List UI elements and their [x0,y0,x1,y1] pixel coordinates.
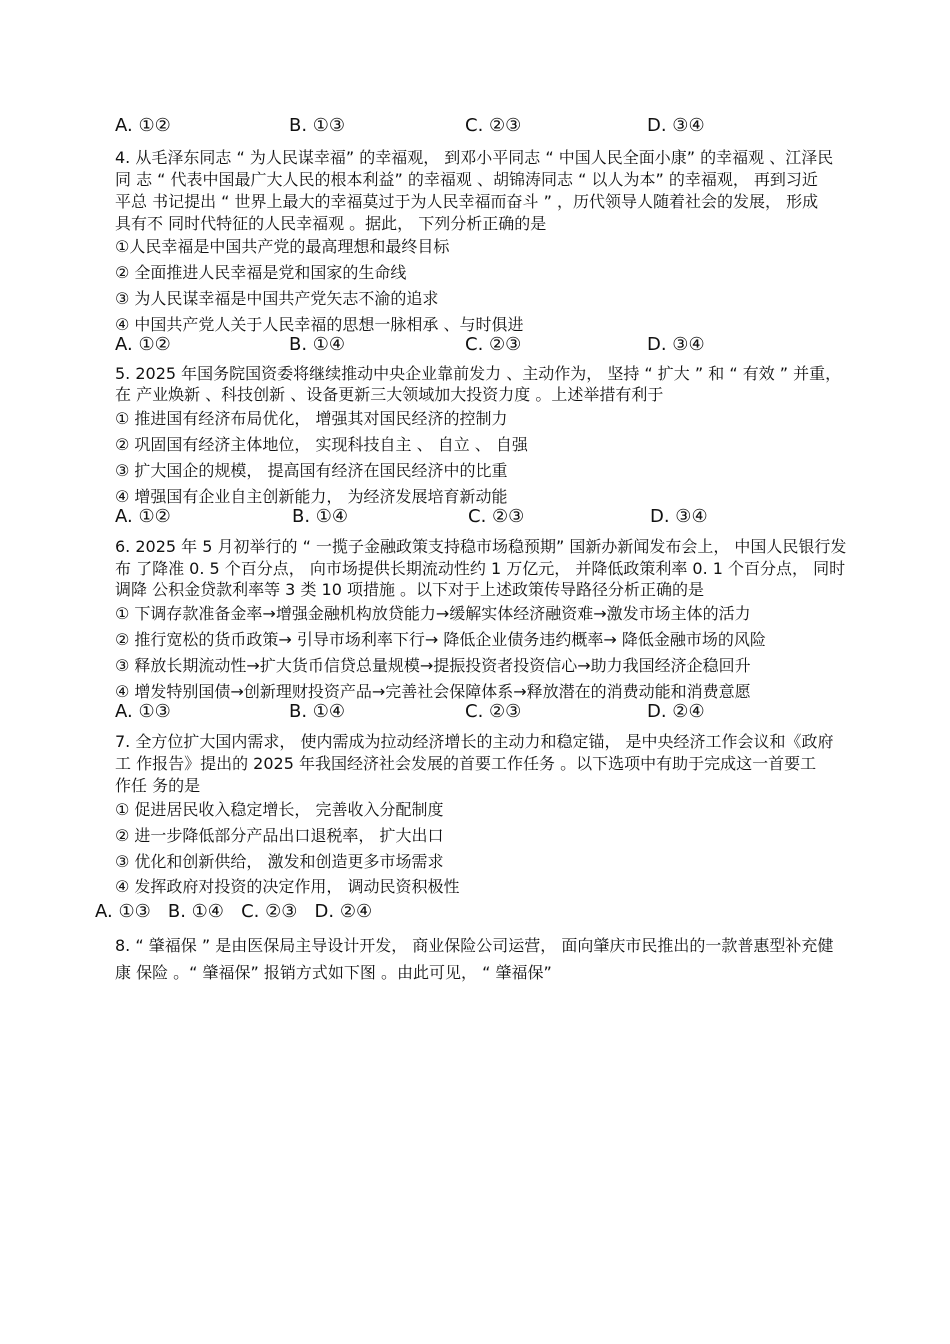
q6-answer-a: A. ①③ [115,701,171,722]
q5-option-3: ③ 扩大国企的规模， 提高国有经济在国民经济中的比重 [115,461,508,480]
q8-stem-line-2: 康 保险 。“ 肇福保” 报销方式如下图 。由此可见， “ 肇福保” [115,963,552,982]
q7-stem-line-1: 7. 全方位扩大国内需求， 使内需成为拉动经济增长的主动力和稳定锚， 是中央经济工作会议和《政府 [115,732,834,751]
q4-answer-a: A. ①② [115,334,171,355]
q5-option-2: ② 巩固国有经济主体地位， 实现科技自主 、 自立 、 自强 [115,435,528,454]
q5-option-1: ① 推进国有经济布局优化， 增强其对国民经济的控制力 [115,409,508,428]
q5-answer-b: B. ①④ [292,506,349,527]
q4-option-4: ④ 中国共产党人关于人民幸福的思想一脉相承 、与时俱进 [115,315,524,334]
q7-option-2: ② 进一步降低部分产品出口退税率， 扩大出口 [115,826,444,845]
q5-answer-d: D. ③④ [650,506,708,527]
q7-answers: A. ①③ B. ①④ C. ②③ D. ②④ [95,901,373,922]
q3-answer-a: A. ①② [115,115,171,136]
q8-stem-line-1: 8. “ 肇福保 ” 是由医保局主导设计开发， 商业保险公司运营， 面向肇庆市民推出的一款普惠型补充健 [115,936,834,955]
q4-answer-c: C. ②③ [465,334,522,355]
q4-option-1: ①人民幸福是中国共产党的最高理想和最终目标 [115,237,450,256]
q4-stem-line-3: 平总 书记提出 “ 世界上最大的幸福莫过于为人民幸福而奋斗 ” ，历代领导人随着社会的发展， 形成 [115,192,819,211]
q6-stem-line-1: 6. 2025 年 5 月初举行的 “ 一揽子金融政策支持稳市场稳预期” 国新办新闻发布会上， 中国人民银行发 [115,537,847,556]
q4-answer-b: B. ①④ [289,334,346,355]
q6-answer-b: B. ①④ [289,701,346,722]
q5-stem-line-1: 5. 2025 年国务院国资委将继续推动中央企业靠前发力 、主动作为， 坚持 “ 扩大 ” 和 “ 有效 ” 并重， [115,364,842,383]
q4-option-3: ③ 为人民谋幸福是中国共产党矢志不渝的追求 [115,289,439,308]
q4-stem-line-1: 4. 从毛泽东同志 “ 为人民谋幸福” 的幸福观， 到邓小平同志 “ 中国人民全面小康” 的幸福观 、江泽民 [115,148,834,167]
q6-option-4: ④ 增发特别国债→创新理财投资产品→完善社会保障体系→释放潜在的消费动能和消费意愿 [115,682,751,701]
q6-option-3: ③ 释放长期流动性→扩大货币信贷总量规模→提振投资者投资信心→助力我国经济企稳回升 [115,656,751,675]
q6-stem-line-2: 布 了降准 0. 5 个百分点， 向市场提供长期流动性约 1 万亿元， 并降低政策利率 0. 1 个百分点， 同时 [115,559,846,578]
q4-option-2: ② 全面推进人民幸福是党和国家的生命线 [115,263,407,282]
q6-stem-line-3: 调降 公积金贷款利率等 3 类 10 项措施 。以下对于上述政策传导路径分析正确的是 [115,580,705,599]
q6-option-2: ② 推行宽松的货币政策→ 引导市场利率下行→ 降低企业债务违约概率→ 降低金融市场的风险 [115,630,766,649]
q7-stem-line-3: 作任 务的是 [115,776,201,795]
q5-answer-a: A. ①② [115,506,171,527]
q4-answer-d: D. ③④ [647,334,705,355]
q5-answer-c: C. ②③ [468,506,525,527]
q7-stem-line-2: 工 作报告》提出的 2025 年我国经济社会发展的首要工作任务 。以下选项中有助于完成这一首要工 [115,754,817,773]
q6-answer-c: C. ②③ [465,701,522,722]
q5-stem-line-2: 在 产业焕新 、科技创新 、设备更新三大领域加大投资力度 。上述举措有利于 [115,385,664,404]
q3-answer-b: B. ①③ [289,115,346,136]
q6-option-1: ① 下调存款准备金率→增强金融机构放贷能力→缓解实体经济融资难→激发市场主体的活力 [115,604,751,623]
q5-option-4: ④ 增强国有企业自主创新能力， 为经济发展培育新动能 [115,487,508,506]
q7-option-3: ③ 优化和创新供给， 激发和创造更多市场需求 [115,852,444,871]
q6-answer-d: D. ②④ [647,701,705,722]
q3-answer-d: D. ③④ [647,115,705,136]
q7-option-1: ① 促进居民收入稳定增长， 完善收入分配制度 [115,800,444,819]
q4-stem-line-4: 具有不 同时代特征的人民幸福观 。据此， 下列分析正确的是 [115,214,547,233]
q3-answer-c: C. ②③ [465,115,522,136]
q7-option-4: ④ 发挥政府对投资的决定作用， 调动民资积极性 [115,877,460,896]
q4-stem-line-2: 同 志 “ 代表中国最广大人民的根本利益” 的幸福观 、胡锦涛同志 “ 以人为本” 的幸福观， 再到习近 [115,170,818,189]
